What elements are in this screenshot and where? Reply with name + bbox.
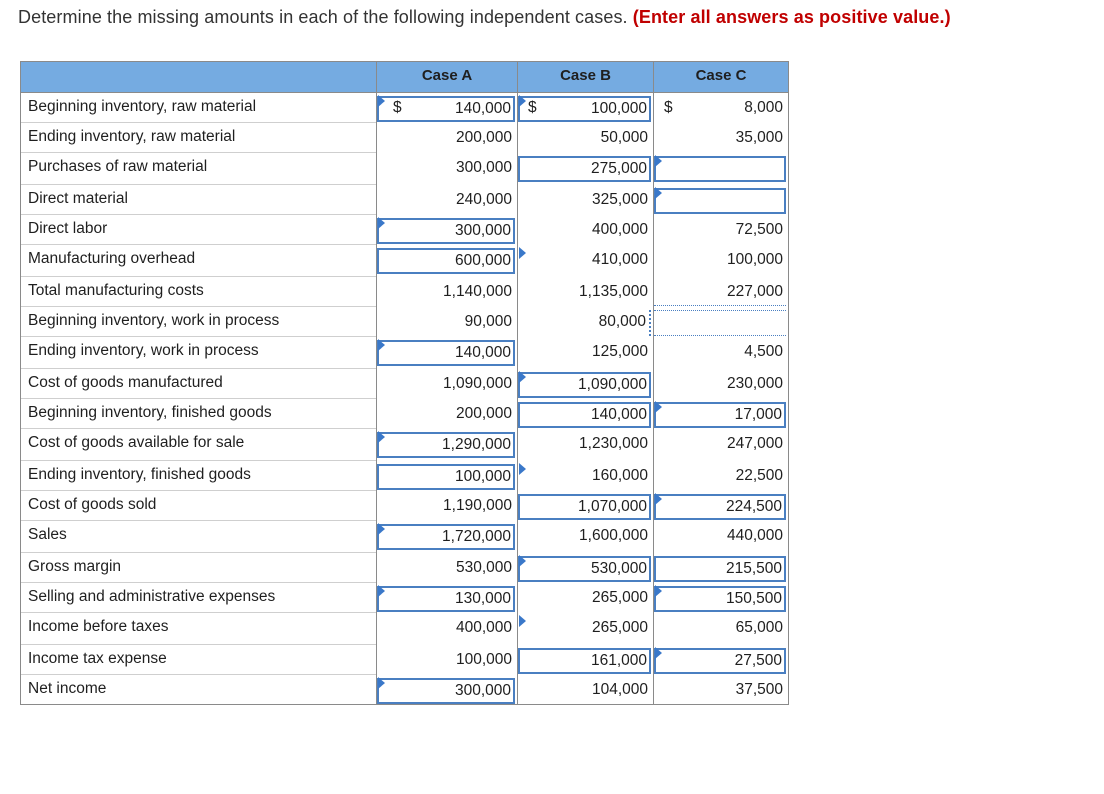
- answer-flag-icon: [378, 523, 385, 535]
- row-divider: [21, 214, 376, 215]
- case-c-input[interactable]: 440,000: [726, 527, 783, 544]
- case-c-input[interactable]: 224,500: [654, 494, 786, 520]
- case-b-input[interactable]: 1,090,000: [518, 372, 651, 398]
- answer-flag-icon: [519, 463, 526, 475]
- answer-flag-icon: [519, 371, 526, 383]
- row-divider: [21, 490, 376, 491]
- case-a-input[interactable]: 530,000: [455, 559, 512, 576]
- row-divider: [21, 612, 376, 613]
- case-c-input[interactable]: 247,000: [726, 435, 783, 452]
- case-a-input[interactable]: 300,000: [455, 159, 512, 176]
- answer-flag-icon: [378, 677, 385, 689]
- case-b-input[interactable]: 1,135,000: [579, 283, 648, 300]
- answer-flag-icon: [378, 217, 385, 229]
- case-c-input[interactable]: 65,000: [735, 619, 783, 636]
- currency-symbol: $: [664, 99, 673, 116]
- row-divider: [21, 428, 376, 429]
- case-c-input[interactable]: 100,000: [726, 251, 783, 268]
- row-label: Selling and administrative expenses: [28, 588, 276, 605]
- answer-flag-icon: [378, 431, 385, 443]
- row-divider: [21, 460, 376, 461]
- row-divider: [21, 184, 376, 185]
- answer-flag-icon: [378, 339, 385, 351]
- row-divider: [21, 276, 376, 277]
- case-b-input[interactable]: 265,000: [591, 619, 648, 636]
- case-c-input[interactable]: 17,000: [654, 402, 786, 428]
- case-b-input[interactable]: 1,230,000: [579, 435, 648, 452]
- row-label: Ending inventory, raw material: [28, 128, 236, 145]
- answer-flag-icon: [655, 401, 662, 413]
- answer-flag-icon: [519, 247, 526, 259]
- case-c-input[interactable]: [654, 156, 786, 182]
- row-divider: [21, 674, 376, 675]
- case-a-input[interactable]: 200,000: [455, 129, 512, 146]
- answer-flag-icon: [378, 95, 385, 107]
- row-label: Sales: [28, 526, 67, 543]
- case-c-input[interactable]: 227,000: [654, 280, 786, 306]
- row-divider: [21, 306, 376, 307]
- row-label: Beginning inventory, work in process: [28, 312, 280, 329]
- row-divider: [21, 582, 376, 583]
- row-divider: [21, 552, 376, 553]
- case-c-input[interactable]: 22,500: [735, 467, 783, 484]
- column-header-case-b: Case B: [560, 67, 611, 84]
- case-a-input[interactable]: 100,000: [455, 651, 512, 668]
- cases-table: [20, 61, 789, 705]
- answer-flag-icon: [655, 493, 662, 505]
- case-b-input[interactable]: 104,000: [591, 681, 648, 698]
- case-c-input[interactable]: 215,500: [654, 556, 786, 582]
- row-label: Beginning inventory, raw material: [28, 98, 257, 115]
- column-header-case-c: Case C: [695, 67, 747, 84]
- case-a-input[interactable]: 400,000: [455, 619, 512, 636]
- row-label: Ending inventory, finished goods: [28, 466, 251, 483]
- row-divider: [21, 152, 376, 153]
- case-a-input[interactable]: 140,000: [377, 340, 515, 366]
- answer-flag-icon: [519, 615, 526, 627]
- case-a-input[interactable]: 1,140,000: [443, 283, 512, 300]
- row-label: Cost of goods sold: [28, 496, 157, 513]
- row-divider: [21, 122, 376, 123]
- row-label: Total manufacturing costs: [28, 282, 204, 299]
- case-b-input[interactable]: 140,000: [518, 402, 651, 428]
- currency-symbol: $: [393, 99, 402, 116]
- row-divider: [21, 368, 376, 369]
- row-label: Cost of goods manufactured: [28, 374, 223, 391]
- row-divider: [21, 336, 376, 337]
- case-b-input[interactable]: 50,000: [600, 129, 648, 146]
- row-divider: [21, 520, 376, 521]
- case-c-input[interactable]: 4,500: [744, 343, 783, 360]
- answer-flag-icon: [378, 585, 385, 597]
- case-b-input[interactable]: 100,000: [518, 96, 651, 122]
- row-label: Purchases of raw material: [28, 158, 208, 175]
- case-c-input[interactable]: 150,500: [654, 586, 786, 612]
- row-divider: [21, 244, 376, 245]
- case-b-input[interactable]: 125,000: [591, 343, 648, 360]
- row-divider: [21, 398, 376, 399]
- case-a-input[interactable]: 140,000: [377, 96, 515, 122]
- case-a-input[interactable]: 1,720,000: [377, 524, 515, 550]
- row-label: Beginning inventory, finished goods: [28, 404, 272, 421]
- instruction-main: Determine the missing amounts in each of the following independent cases.: [18, 7, 628, 27]
- row-divider: [21, 644, 376, 645]
- answer-flag-icon: [655, 647, 662, 659]
- row-label: Direct labor: [28, 220, 108, 237]
- case-a-input[interactable]: 100,000: [377, 464, 515, 490]
- currency-symbol: $: [528, 99, 537, 116]
- answer-flag-icon: [655, 155, 662, 167]
- case-c-input[interactable]: 8,000: [744, 99, 783, 116]
- case-b-input[interactable]: 530,000: [518, 556, 651, 582]
- case-c-input[interactable]: [654, 188, 786, 214]
- column-header-case-a: Case A: [421, 67, 473, 84]
- instruction-text: [18, 7, 951, 28]
- row-label: Manufacturing overhead: [28, 250, 196, 267]
- row-label: Direct material: [28, 190, 128, 207]
- case-c-input[interactable]: [654, 310, 786, 336]
- case-a-input[interactable]: 200,000: [455, 405, 512, 422]
- row-label: Cost of goods available for sale: [28, 434, 245, 451]
- answer-flag-icon: [655, 187, 662, 199]
- case-a-input[interactable]: 1,290,000: [377, 432, 515, 458]
- case-a-input[interactable]: 300,000: [377, 678, 515, 704]
- instruction-emphasis: (Enter all answers as positive value.): [632, 7, 951, 27]
- case-c-input[interactable]: 37,500: [735, 681, 783, 698]
- case-b-input[interactable]: 400,000: [591, 221, 648, 238]
- row-label: Income tax expense: [28, 650, 167, 667]
- row-label: Gross margin: [28, 558, 122, 575]
- answer-flag-icon: [519, 95, 526, 107]
- case-a-input[interactable]: 130,000: [377, 586, 515, 612]
- case-c-input[interactable]: 27,500: [654, 648, 786, 674]
- case-a-input[interactable]: 300,000: [377, 218, 515, 244]
- case-a-input[interactable]: 600,000: [377, 248, 515, 274]
- case-c-input[interactable]: 72,500: [735, 221, 783, 238]
- case-a-input[interactable]: 90,000: [464, 313, 512, 330]
- case-b-input[interactable]: 325,000: [591, 191, 648, 208]
- case-b-input[interactable]: 80,000: [518, 310, 651, 336]
- row-label: Income before taxes: [28, 618, 169, 635]
- row-label: Ending inventory, work in process: [28, 342, 259, 359]
- case-c-input[interactable]: 230,000: [726, 375, 783, 392]
- case-b-input[interactable]: 160,000: [591, 467, 648, 484]
- case-b-input[interactable]: 1,070,000: [518, 494, 651, 520]
- case-b-input[interactable]: 161,000: [518, 648, 651, 674]
- case-a-input[interactable]: 1,090,000: [443, 375, 512, 392]
- case-a-input[interactable]: 1,190,000: [443, 497, 512, 514]
- case-b-input[interactable]: 275,000: [518, 156, 651, 182]
- case-b-input[interactable]: 1,600,000: [579, 527, 648, 544]
- row-label: Net income: [28, 680, 107, 697]
- case-b-input[interactable]: 410,000: [591, 251, 648, 268]
- case-a-input[interactable]: 240,000: [455, 191, 512, 208]
- answer-flag-icon: [519, 555, 526, 567]
- case-c-input[interactable]: 35,000: [735, 129, 783, 146]
- case-b-input[interactable]: 265,000: [591, 589, 648, 606]
- answer-flag-icon: [655, 585, 662, 597]
